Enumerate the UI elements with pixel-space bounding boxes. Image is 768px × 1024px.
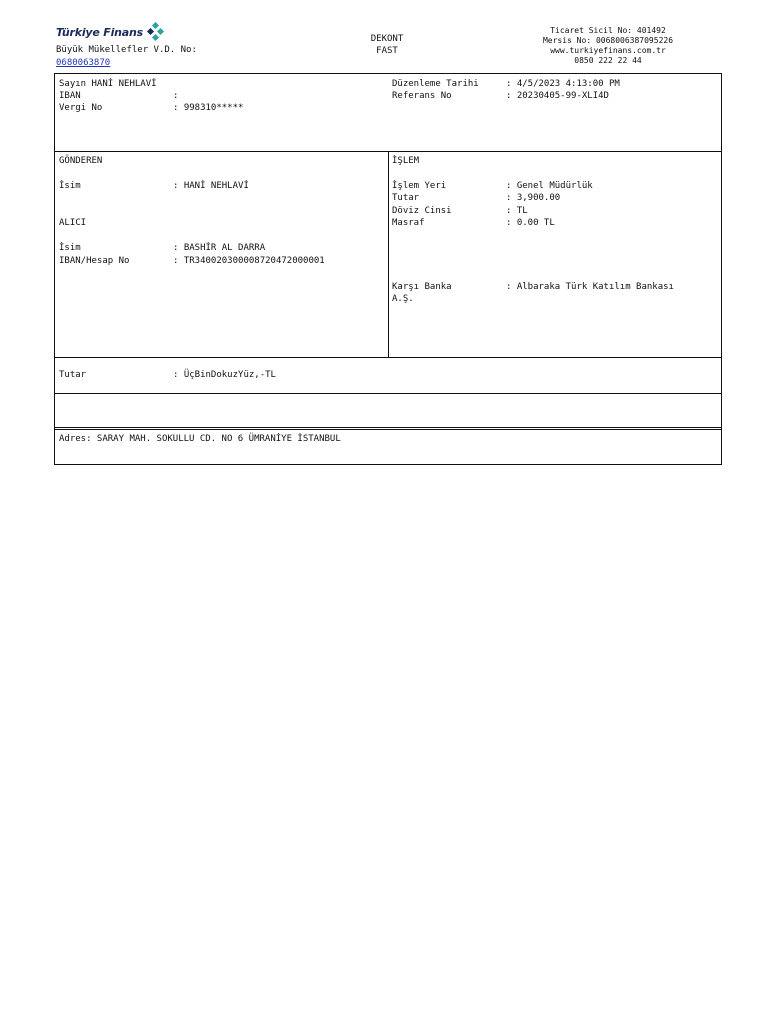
customer-iban-label: IBAN [59,91,81,101]
mersis-number: Mersis No: 0068006387095226 [542,36,674,45]
customer-name: Sayın HANİ NEHLAVİ [59,79,157,89]
customer-tax-label: Vergi No [59,103,103,113]
amount-words-value: : ÜçBinDokuzYüz,-TL [173,370,276,380]
tax-office-label: Büyük Mükellefler V.D. No: [56,45,197,55]
date-value: : 4/5/2023 4:13:00 PM [506,79,620,89]
receiver-iban-label: IBAN/Hesap No [59,256,130,266]
transaction-fee-value: : 0.00 TL [506,218,555,228]
counter-bank-value: : Albaraka Türk Katılım Bankası [506,282,674,292]
reference-value: : 20230405-99-XLI4D [506,91,609,101]
receiver-name-label: İsim [59,243,81,253]
transaction-place-label: İşlem Yeri [392,181,447,191]
brand-name: Türkiye Finans [56,25,144,39]
reference-label: Referans No [392,91,452,101]
trade-registry: Ticaret Sicil No: 401492 [550,26,666,35]
customer-tax-value: : 998310***** [173,103,244,113]
transaction-currency-label: Döviz Cinsi [392,206,452,216]
transaction-currency-value: : TL [506,206,528,216]
divider [54,427,722,428]
sender-heading: GÖNDEREN [59,156,103,166]
transaction-fee-label: Masraf [392,218,425,228]
receiver-iban-value: : TR340020300008720472000001 [173,256,325,266]
divider [54,429,722,430]
website: www.turkiyefinans.com.tr [550,46,666,55]
sender-name-value: : HANİ NEHLAVİ [173,181,249,191]
amount-words-label: Tutar [59,370,87,380]
counter-bank-label: Karşı Banka [392,282,452,292]
sender-name-label: İsim [59,181,81,191]
divider [54,393,722,394]
counter-bank-value-cont: A.Ş. [392,294,414,304]
divider [388,151,389,357]
bank-logo [56,22,166,42]
transaction-place-value: : Genel Müdürlük [506,181,593,191]
doc-subtitle: FAST [376,46,398,56]
customer-iban-value: : [173,91,179,101]
receiver-heading: ALICI [59,218,87,228]
date-label: Düzenleme Tarihi [392,79,479,89]
doc-title: DEKONT [370,34,404,44]
transaction-amount-label: Tutar [392,193,420,203]
brand-diamond-icon [146,22,166,42]
transaction-heading: İŞLEM [392,156,420,166]
tax-number-link[interactable]: 0680063870 [56,58,111,68]
divider [54,357,722,358]
transaction-amount-value: : 3,900.00 [506,193,561,203]
phone: 0850 222 22 44 [574,56,642,65]
bank-address: Adres: SARAY MAH. SOKULLU CD. NO 6 ÜMRANİYE İSTANBUL [59,434,341,444]
receiver-name-value: : BASHİR AL DARRA [173,243,266,253]
